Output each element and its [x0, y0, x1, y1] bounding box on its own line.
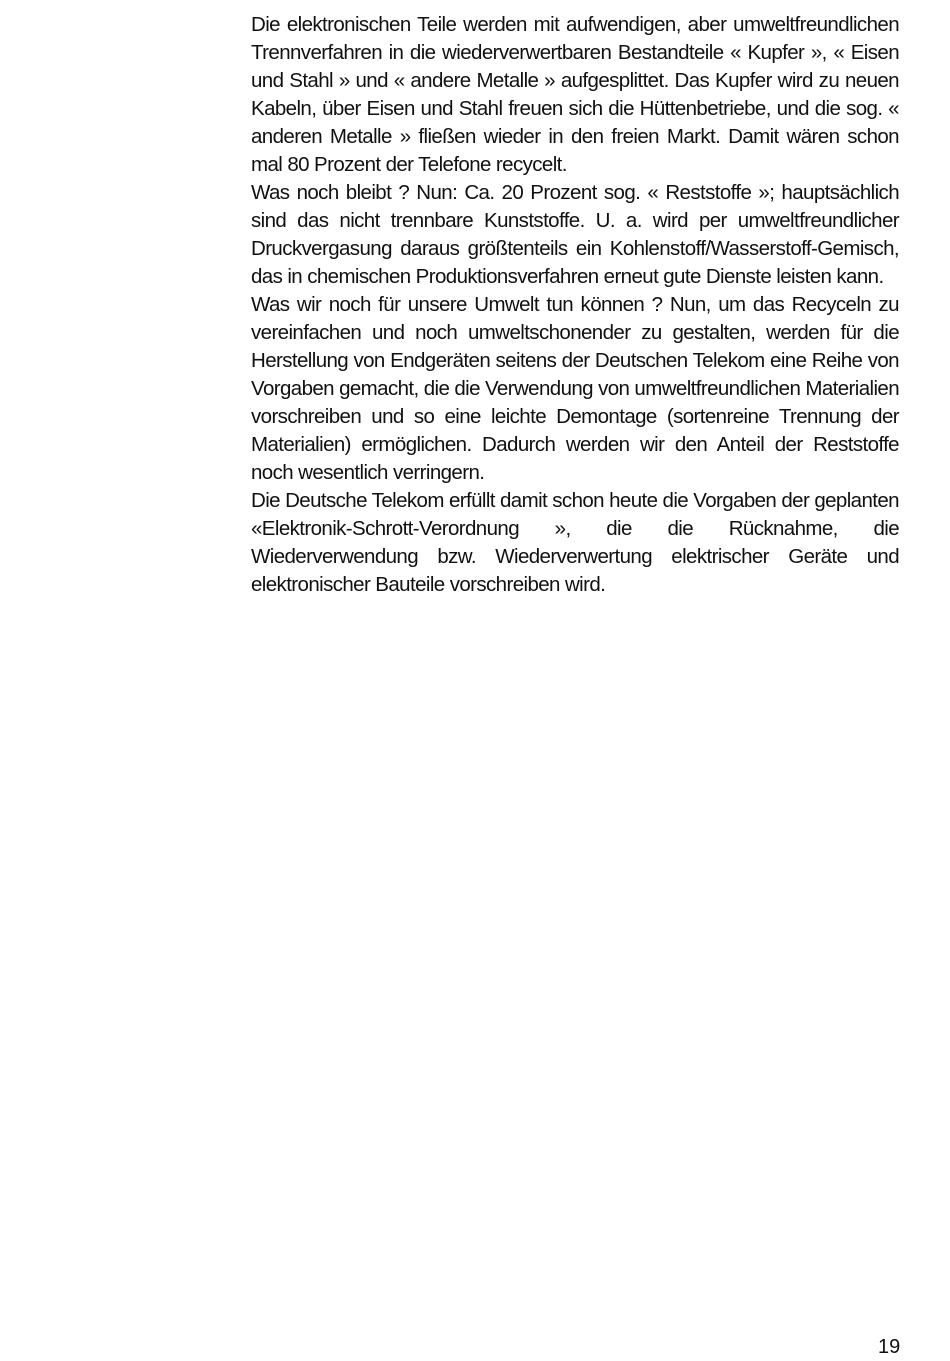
paragraph-electronic-scrap-regulation: Die Deutsche Telekom erfüllt damit schon heute die Vorgaben der geplanten «Elektronik-Schrott-Verordnung », die die Rücknahme, die Wiederverwendung bzw. Wiederverwertung elektrischer Geräte und elektronischer Bauteile vorschreiben wird. [251, 489, 899, 596]
page-number: 19 [878, 1336, 901, 1358]
paragraph-environment-measures: Was wir noch für unsere Umwelt tun können ? Nun, um das Recyceln zu vereinfachen und noch umweltschonender zu gestalten, werden für die Herstellung von Endgeräten seitens der Deutschen Telekom eine Reihe von Vorgaben gemacht, die die Verwendung von umweltfreundlichen Materialien vorschreiben und so eine leichte Demontage (sortenreine Trennung der Materialien) ermöglichen. Dadurch werden wir den Anteil der Reststoffe noch wesentlich verringern. [251, 293, 900, 484]
body-text [251, 11, 899, 599]
paragraph-residual-materials: Was noch bleibt ? Nun: Ca. 20 Prozent sog. « Reststoffe »; hauptsächlich sind das nicht trennbare Kunststoffe. U. a. wird per umweltfreundlicher Druckvergasung daraus größtenteils ein Kohlenstoff/Wasserstoff-Gemisch, das in chemischen Produktionsverfahren erneut gute Dienste leisten kann. [251, 181, 899, 288]
paragraph-recycling-metals: Die elektronischen Teile werden mit aufwendigen, aber umweltfreundlichen Trennverfahren in die wiederverwertbaren Bestandteile « Kupfer », « Eisen und Stahl » und « andere Metalle » aufgesplittet. Das Kupfer wird zu neuen Kabeln, über Eisen und Stahl freuen sich die Hüttenbetriebe, und die sog. « anderen Metalle » fließen wieder in den freien Markt. Damit wären schon mal 80 Prozent der Telefone recycelt. [251, 13, 899, 176]
